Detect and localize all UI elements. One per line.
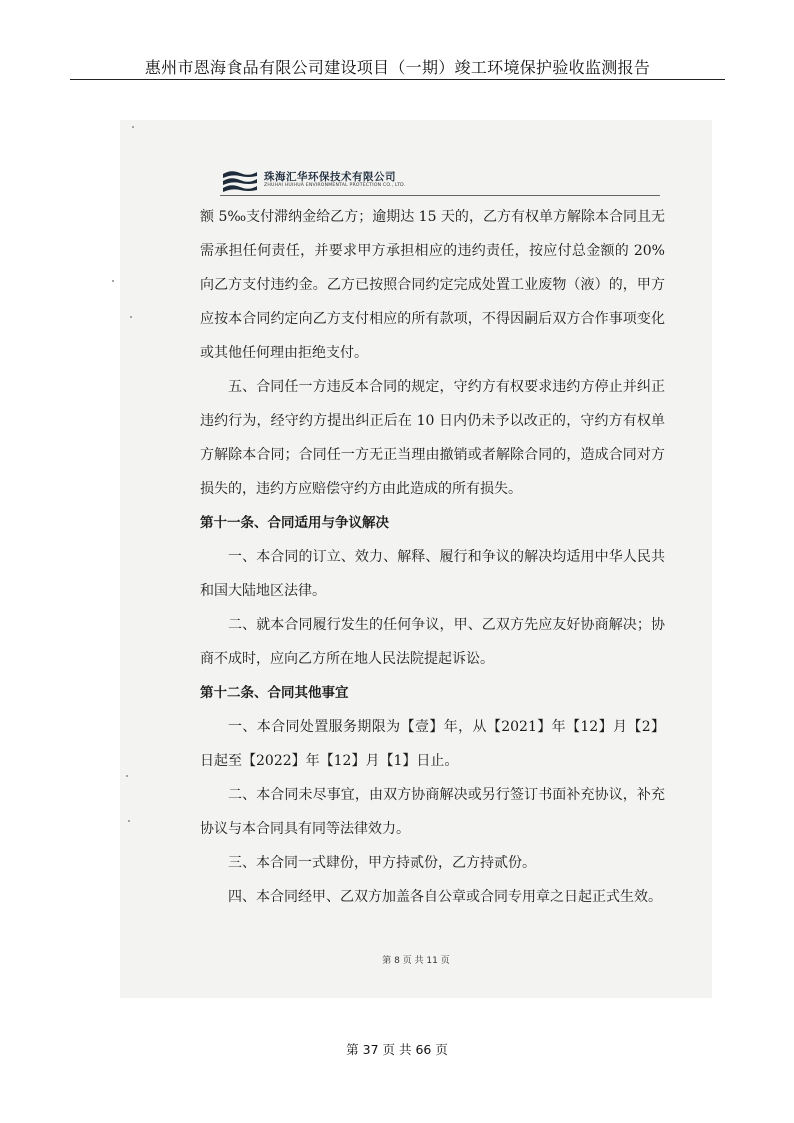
- inner-page-number: 第 8 页 共 11 页: [382, 956, 450, 966]
- contract-body: [200, 200, 665, 914]
- paragraph: 额 5‰支付滞纳金给乙方；逾期达 15 天的，乙方有权单方解除本合同且无需承担任何责任，并要求甲方承担相应的违约责任，按应付总金额的 20%向乙方支付违约金。乙方已按照合同约定完成处置工业废物（液）的，甲方应按本合同约定向乙方支付相应的所有款项，不得因嗣后双方合作事项变化或其他任何理由拒绝支付。: [200, 209, 665, 361]
- paragraph: 三、本合同一式肆份，甲方持贰份，乙方持贰份。: [228, 855, 536, 871]
- scan-speck: [112, 280, 114, 282]
- letterhead-divider: [220, 195, 660, 196]
- paragraph: 一、本合同的订立、效力、解释、履行和争议的解决均适用中华人民共和国大陆地区法律。: [200, 549, 665, 599]
- section-heading: 第十一条、合同适用与争议解决: [200, 515, 389, 531]
- paragraph: 二、本合同未尽事宜，由双方协商解决或另行签订书面补充协议，补充协议与本合同具有同等法律效力。: [200, 787, 665, 837]
- paragraph: 五、合同任一方违反本合同的规定，守约方有权要求违约方停止并纠正违约行为，经守约方提出纠正后在 10 日内仍未予以改正的，守约方有权单方解除本合同；合同任一方无正当理由撤销或者解除合同的，造成合同对方损失的，违约方应赔偿守约方由此造成的所有损失。: [200, 379, 665, 497]
- scanned-contract-page: [120, 120, 712, 998]
- paragraph: 一、本合同处置服务期限为【壹】年，从【2021】年【12】月【2】日起至【2022】年【12】月【1】日止。: [200, 719, 665, 769]
- paragraph: 四、本合同经甲、乙双方加盖各自公章或合同专用章之日起正式生效。: [228, 889, 662, 905]
- header-divider: [70, 79, 725, 80]
- report-header-title: 惠州市恩海食品有限公司建设项目（一期）竣工环境保护验收监测报告: [144, 58, 651, 77]
- company-name-en: ZHUHAI HUIHUA ENVIRONMENTAL PROTECTION CO., LTD.: [264, 183, 406, 188]
- section-heading: 第十二条、合同其他事宜: [200, 685, 349, 701]
- company-logo-icon: [222, 168, 258, 194]
- company-name: 珠海汇华环保技术有限公司: [264, 171, 396, 183]
- report-page-number: 第 37 页 共 66 页: [346, 1042, 448, 1057]
- scan-speck: [128, 820, 130, 822]
- scan-speck: [132, 126, 134, 128]
- scan-speck: [130, 316, 132, 318]
- paragraph: 二、就本合同履行发生的任何争议，甲、乙双方先应友好协商解决；协商不成时，应向乙方所在地人民法院提起诉讼。: [200, 617, 665, 667]
- scan-speck: [126, 775, 128, 777]
